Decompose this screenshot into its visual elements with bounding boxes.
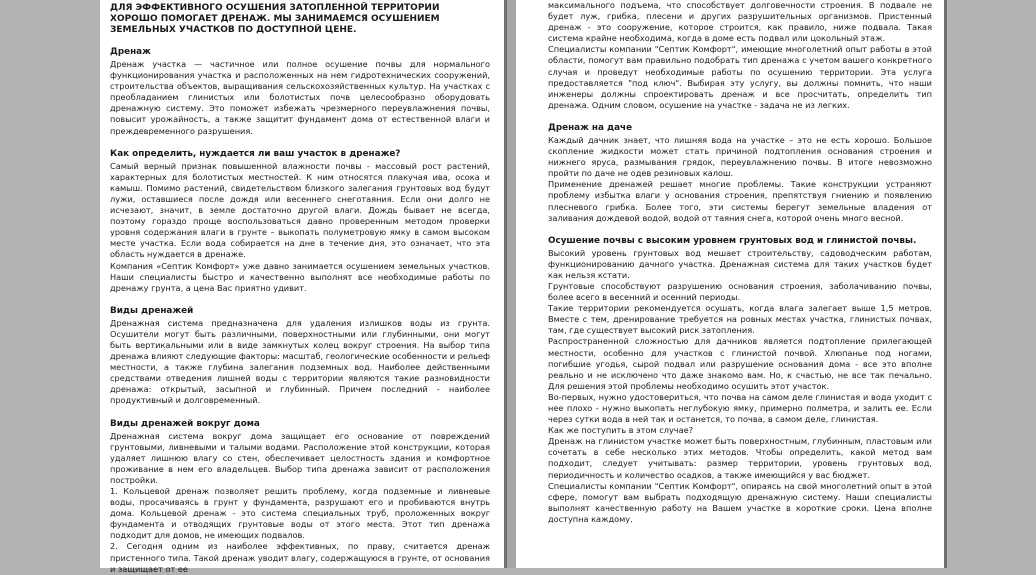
document-page-left bbox=[100, 0, 504, 574]
paragraph: 1. Кольцевой дренаж позволяет решить проблему, когда подземные и ливневые воды, просачиваясь в грунт у фундамента, разрушают его и пробиваются внутрь дома. Кольцевой дренаж - это система специальных труб, проложенных вокруг фундамента и отводящих грунтовые воды от этого места. Этот тип дренажа подходит для домов, не имеющих подвалов. bbox=[110, 486, 490, 541]
section-heading-clay: Осушение почвы с высоким уровнем грунтовых вод и глинистой почвы. bbox=[548, 235, 917, 246]
page-title: ДЛЯ ЭФФЕКТИВНОГО ОСУШЕНИЯ ЗАТОПЛЕННОЙ ТЕРРИТОРИИ ХОРОШО ПОМОГАЕТ ДРЕНАЖ. МЫ ЗАНИМАЕМСЯ ОСУШЕНИЕМ ЗЕМЕЛЬНЫХ УЧАСТКОВ ПО ДОСТУПНОЙ ЦЕНЕ. bbox=[110, 3, 440, 35]
paragraph: Во-первых, нужно удостовериться, что почва на самом деле глинистая и вода уходит с нее плохо - нужно выкопать неглубокую ямку, примерно полметра, и залить ее. Если через сутки вода в ней так и останется, то почва, в самом деле, глинистая. bbox=[548, 391, 932, 425]
paragraph: Такие территории рекомендуется осушать, когда влага залегает выше 1,5 метров. Вместе с тем, дренирование требуется на ровных местах участка, глинистых почвах, там, где существует высокий риск затопления. bbox=[548, 303, 932, 336]
paragraph: Дренаж на глинистом участке может быть поверхностным, глубинным, пластовым или сочетать в себе несколько этих методов. Чтобы определить, какой метод вам подходит, следует учитывать: размер территории, уровень грунтовых вод, периодичность и количество осадков, а также имеющийся у вас бюджет. bbox=[548, 436, 932, 480]
paragraph: Грунтовые способствуют разрушению основания строения, заболачиванию почвы, более всего в весенний и осенний периоды. bbox=[548, 280, 932, 303]
section-heading-dacha: Дренаж на даче bbox=[548, 122, 633, 133]
paragraph: Специалисты компании "Септик Комфорт", опираясь на свой многолетний опыт в этой сфере, помогут вам выбрать подходящую дренажную систему. Наши специалисты выполнят качественную работу на Вашем участке в короткие сроки. Цена вполне доступна каждому. bbox=[548, 480, 932, 524]
paragraph: Специалисты компании "Септик Комфорт", имеющие многолетний опыт работы в этой области, помогут вам правильно подобрать тип дренажа с учетом вашего конкретного случая и проведут необходимые работы по осушению территории. Эта услуга предоставляется "под ключ". Выбирая эту услугу, вы должны помнить, что наши инженеры должны спроектировать дренаж и все просчитать, определить тип дренажа. Одним словом, осушение на участке - задача не из легких. bbox=[548, 44, 932, 110]
paragraph: Дренажная система вокруг дома защищает его основание от повреждений грунтовыми, ливневыми и талыми водами. Расположение этой конструкции, которая удаляет лишнюю влагу со стен, обеспечивает целостность здания и комфортное проживание в нем его владельцев. Выбор типа дренажа зависит от расположения постройки. bbox=[110, 430, 490, 485]
paragraph: Распространенной сложностью для дачников является подтопление прилегающей местности, особенно для участков с глинистой почвой. Хлюпанье под ногами, погибшие угодья, сырой подвал или разрушение основания дома - все это вполне реально и не исключено что даже знакомо вам. Но, к счастью, не все так печально. Для решения этой проблемы необходимо осушить этот участок. bbox=[548, 336, 932, 391]
page-background bbox=[944, 0, 1036, 568]
paragraph: Самый верный признак повышенной влажности почвы - массовый рост растений, характерных для болотистых местностей. К ним относятся плакучая ива, осока и камыш. Помимо растений, свидетельством близкого залегания грунтовых вод будут лужи, оставшиеся после дождя или весеннего снеготаяния. Если они долго не исчезают, значит, в земле достаточно другой влаги. Дождь бывает не всегда, поэтому гораздо проще воспользоваться давно проверенным методом проверки уровня содержания влаги в грунте – выкопать полуметровую ямку в самом высоком месте участка. Если вода собирается на дне в течение дня, это означает, что эта область нуждается в дренаже. bbox=[110, 160, 490, 260]
document-page-right bbox=[516, 0, 944, 568]
paragraph: 2. Сегодня одним из наиболее эффективных, по праву, считается дренаж пристенного типа. Такой дренаж уводит влагу, содержащуюся в грунте, от основания и защищает от ее bbox=[110, 541, 490, 574]
paragraph: Дренаж участка — частичное или полное осушение почвы для нормального функционирования участка и расположенных на нем гидротехнических сооружений, строительства объектов, выращивания сельскохозяйственных культур. На участках с преобладанием глинистых или болотистых почв целесообразно оборудовать дренажную систему. Это поможет избежать чрезмерного переувлажнения почвы, повысит урожайность, а также защитит фундамент дома от естественной влаги и преждевременного разрушения. bbox=[110, 59, 490, 136]
section-heading-types: Виды дренажей bbox=[110, 305, 194, 316]
paragraph: Каждый дачник знает, что лишняя вода на участке – это не есть хорошо. Большое скопление жидкости может стать причиной подтопления основания строения и нижнего яруса, размывания грядок, переувлажнению почвы. В итоге невозможно пройти по даче не одев резиновых калош. bbox=[548, 134, 932, 179]
page-shadow bbox=[944, 0, 947, 568]
paragraph: максимального подъема, что способствует долговечности строения. В подвале не будет луж, грибка, плесени и других разрушительных организмов. Пристенный дренаж - это сооружение, которое строится, как правило, ниже подвала. Такая система крайне необходима, когда в доме есть подвал или цокольный этаж. bbox=[548, 0, 932, 44]
section-heading-house: Виды дренажей вокруг дома bbox=[110, 418, 260, 429]
section-heading-drainage: Дренаж bbox=[110, 47, 151, 57]
paragraph: Высокий уровень грунтовых вод мешает строительству, садоводческим работам, функционированию дачного участка. Дренажная система для таких участков будет как нельзя кстати. bbox=[548, 247, 932, 280]
paragraph: Дренажная система предназначена для удаления излишков воды из грунта. Осушители могут быть различными, поверхностными или глубинными, они могут быть вертикальными или в виде замкнутых колец вокруг строения. На выбор типа дренажа влияют следующие факторы: масштаб, геологические особенности и рельеф местности, а также глубина залегания подземных вод. Наиболее действенными средствами отведения лишней воды с территории являются такие разновидности дренажа: открытый, засыпной и глубинный. Причем последний - наиболее продуктивный и долговременный. bbox=[110, 317, 490, 406]
page-shadow bbox=[504, 0, 507, 568]
paragraph: Компания «Септик Комфорт» уже давно занимается осушением земельных участков. Наши специалисты быстро и качественно выполнят все необходимые работы по дренажу грунта, а цена Вас приятно удивит. bbox=[110, 260, 490, 293]
paragraph: Применение дренажей решает многие проблемы. Такие конструкции устраняют проблему избытка влаги у основания строения, препятствуя гниению и появлению плесневого грибка. Более того, эти системы берегут земельные владения от заливания дождевой водой, водой от таяния снега, которой очень много весной. bbox=[548, 179, 932, 223]
section-heading-need: Как определить, нуждается ли ваш участок в дренаже? bbox=[110, 148, 401, 159]
paragraph: Как же поступить в этом случае? bbox=[548, 425, 694, 436]
